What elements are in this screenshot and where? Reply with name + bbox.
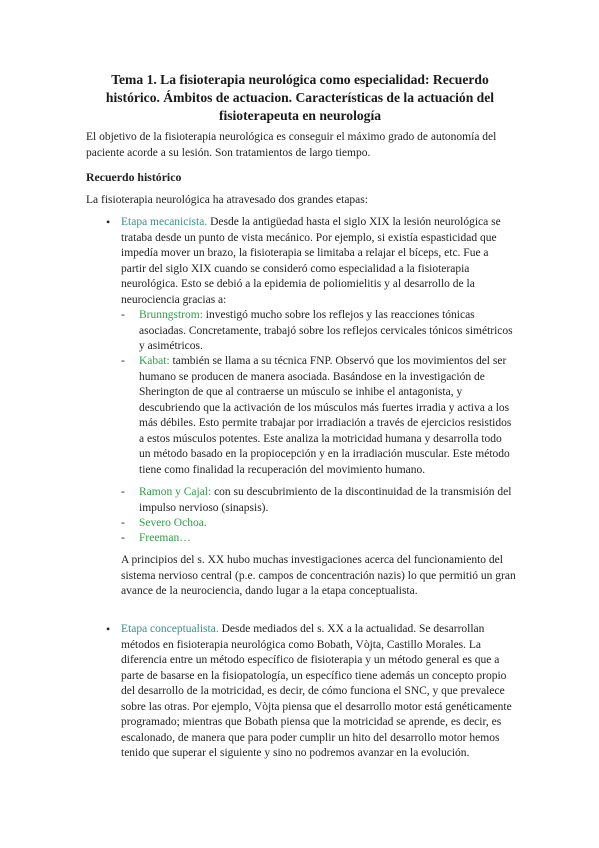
sub-item-name: Severo Ochoa. xyxy=(139,517,207,529)
bullet-etapa-conceptualista xyxy=(121,622,516,762)
bullet-etapa-mecanicista xyxy=(121,215,516,308)
sub-bullet-marker: - xyxy=(121,486,125,498)
bullet-label: Etapa conceptualista. xyxy=(121,623,219,635)
sub-bullet-marker: - xyxy=(121,309,125,321)
intro-paragraph: El objetivo de la fisioterapia neurológica es conseguir el máximo grado de autonomía del paciente acorde a su lesión. Son tratamientos de largo tiempo. xyxy=(86,131,497,159)
sub-bullet-marker: - xyxy=(121,355,125,367)
sub-item-text: también se llama a su técnica FNP. Observó que los movimientos del ser humano se producen de manera asociada. Basándose en la investigación de Sherington de que al contraerse un músculo se inhibe el antagonista, y descubriendo que la activación de los músculos más fuertes irradia y activa a los más débiles. Esto permite trabajar por irradiación a través de ejercicios resistidos a estos músculos potentes. Este analiza la motricidad humana y desarrolla todo un método basado en la propiocepción y en la irradiación muscular. Este método tiene como finalidad la recuperación del movimiento humano. xyxy=(139,355,512,476)
sub-item-severo-ochoa xyxy=(139,516,516,532)
sub-bullet-marker: - xyxy=(121,532,125,544)
sub-item-name: Ramon y Cajal: xyxy=(139,486,212,498)
sub-item-name: Brunngstrom: xyxy=(139,309,203,321)
bullet-text: Desde la antigüedad hasta el siglo XIX la lesión neurológica se trataba desde un punto de vista mecánico. Por ejemplo, si existía espasticidad que impedía mover un brazo, la fisioterapia se limitaba a relajar el bíceps, etc. Fue a partir del siglo XIX cuando se consideró como especialidad a la fisioterapia neurológica. Esto se debió a la epidemia de poliomielitis y al desarrollo de la neurociencia gracias a: xyxy=(121,216,501,306)
closing-paragraph: A principios del s. XX hubo muchas investigaciones acerca del funcionamiento del sistema nervioso central (p.e. campos de concentración nazis) lo que permitió un gran avance de la neurociencia, dando lugar a la etapa conceptualista. xyxy=(121,554,516,597)
bullet-marker: • xyxy=(106,622,111,636)
document-title: Tema 1. La fisioterapia neurológica como especialidad: Recuerdo histórico. Ámbitos de actuacion. Características de la actuación del fisioterapeuta en neurología xyxy=(105,72,495,123)
sub-item-name: Kabat: xyxy=(139,355,170,367)
section-heading: Recuerdo histórico xyxy=(86,170,182,184)
bullet-text: Desde mediados del s. XX a la actualidad. Se desarrollan métodos en fisioterapia neurológica como Bobath, Vòjta, Castillo Morales. La diferencia entre un método específico de fisioterapia y un método general es que a parte de basarse en la fisiopatología, un específico tiene además un concepto propio del desarrollo de la motricidad, es decir, de cómo funciona el SNC, y que prevalece sobre las otras. Por ejemplo, Vòjta piensa que el desarrollo motor está genéticamente programado; mientras que Bobath piensa que la motricidad se aprende, es decir, es escalonado, de manera que para poder cumplir un hito del desarrollo motor hemos tenido que superar el siguiente y sino no podremos avanzar en la evolución. xyxy=(121,623,512,759)
sub-item-kabat xyxy=(139,354,516,478)
sub-item-text: con su descubrimiento de la discontinuidad de la transmisión del impulso nervioso (sinapsis). xyxy=(139,486,512,514)
bullet-label: Etapa mecanicista. xyxy=(121,216,208,228)
sub-item-brunngstrom xyxy=(139,308,516,355)
sub-bullet-marker: - xyxy=(121,517,125,529)
sub-item-ramon-y-cajal xyxy=(139,485,516,516)
bullet-marker: • xyxy=(106,215,111,229)
sub-item-text: investigó mucho sobre los reflejos y las reacciones tónicas asociadas. Concretamente, trabajó sobre los reflejos cervicales tónicos simétricos y asimétricos. xyxy=(139,309,513,352)
sub-item-freeman xyxy=(139,531,516,547)
sub-item-name: Freeman… xyxy=(139,532,191,544)
section-intro: La fisioterapia neurológica ha atravesado dos grandes etapas: xyxy=(86,194,368,206)
